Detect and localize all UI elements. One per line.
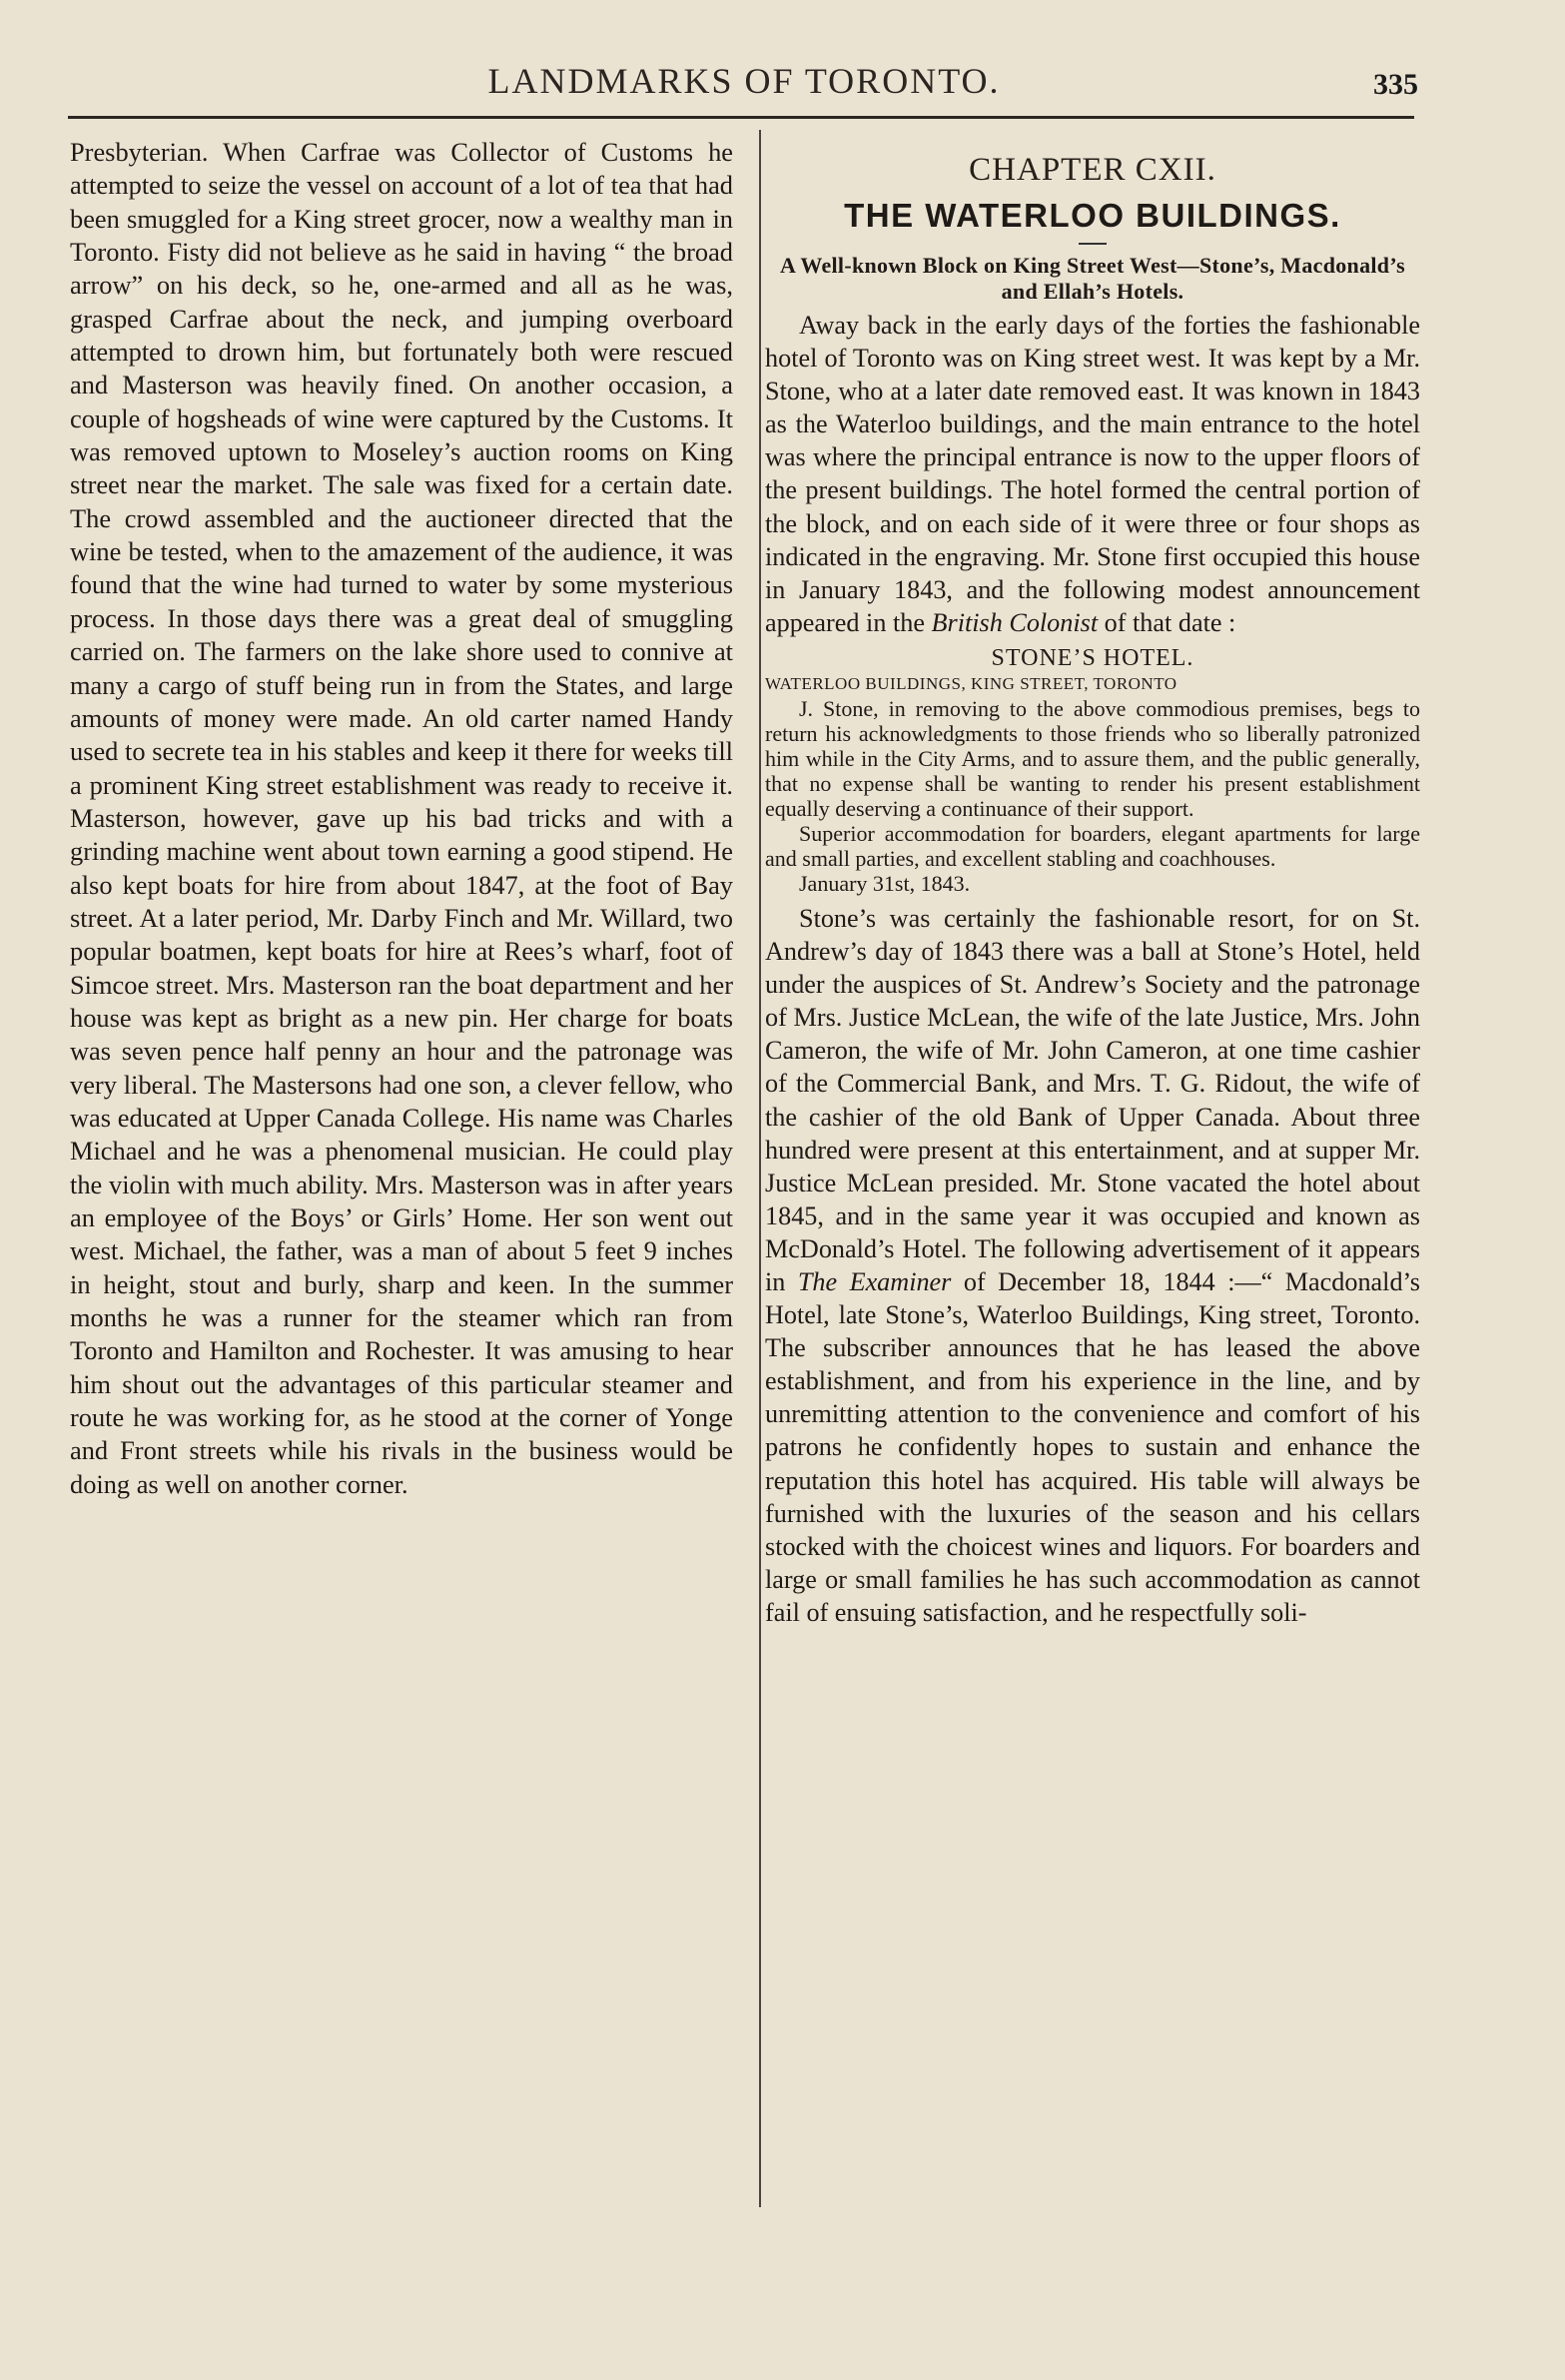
running-title: LANDMARKS OF TORONTO. (487, 61, 1001, 101)
paragraph-1-text-b: of that date : (1098, 607, 1236, 637)
advertisement-paragraph-2: Superior accommodation for boarders, elegant apartments for large and small parties, and excellent stabling and coachhouses. (765, 820, 1420, 871)
right-column (765, 136, 1420, 1629)
newspaper-title-examiner: The Examiner (797, 1266, 952, 1296)
chapter-number: CHAPTER CXII. (969, 152, 1216, 188)
newspaper-title-british-colonist: British Colonist (931, 607, 1099, 637)
advertisement-date: January 31st, 1843. (799, 870, 971, 896)
page-number: 335 (1373, 68, 1418, 101)
paragraph-2-text-b: of December 18, 1844 :—“ Macdonald’s Hotel, late Stone’s, Waterloo Buildings, King street, Toronto. The subscriber announces that he has leased the above establishment, and from his experience in the line, and by unremitting attention to the convenience and comfort of his patrons he confidently hopes to sustain and enhance the reputation this hotel has acquired. His table will always be furnished with the luxuries of the season and his cellars stocked with the choicest wines and liquors. For boarders and large or small families he has such accommodation as cannot fail of ensuing satisfaction, and he respectfully soli- (765, 1266, 1421, 1627)
short-rule (1079, 243, 1107, 245)
chapter-subheading: A Well-known Block on King Street West—Stone’s, Macdonald’s and Ellah’s Hotels. (779, 253, 1406, 304)
page-header (70, 52, 1418, 112)
paragraph-1 (765, 309, 1420, 639)
paragraph-2 (765, 902, 1420, 1629)
header-rule (68, 116, 1414, 119)
chapter-title: THE WATERLOO BUILDINGS. (844, 197, 1341, 234)
advertisement-paragraph-1: J. Stone, in removing to the above commodious premises, begs to return his acknowledgments to those friends who so liberally patronized him while in the City Arms, and to assure them, and the public generally, that no expense shall be wanting to render his present establishment equally deserving a continuance of their support. (765, 695, 1420, 821)
left-column (70, 136, 733, 1501)
left-column-text: Presbyterian. When Carfrae was Collector of Customs he attempted to seize the vessel on account of a lot of tea that had been smuggled for a King street grocer, now a wealthy man in Toronto. Fisty did not believe as he said in having “ the broad arrow” on his deck, so he, one-armed and all as he was, grasped Carfrae about the neck, and jumping overboard attempted to drown him, but fortunately both were rescued and Masterson was heavily fined. On another occasion, a couple of hogsheads of wine were captured by the Customs. It was removed uptown to Moseley’s auction rooms on King street near the market. The sale was fixed for a certain date. The crowd assembled and the auctioneer directed that the wine be tested, when to the amazement of the audience, it was found that the wine had turned to water by some mysterious process. In those days there was a great deal of smuggling carried on. The farmers on the lake shore used to connive at many a cargo of stuff being run in from the States, and large amounts of money were made. An old carter named Handy used to secrete tea in his stables and keep it there for weeks till a prominent King street establishment was ready to receive it. Masterson, however, gave up his bad tricks and with a grinding machine went about town earning a good stipend. He also kept boats for hire from about 1847, at the foot of Bay street. At a later period, Mr. Darby Finch and Mr. Willard, two popular boatmen, kept boats for hire at Rees’s wharf, foot of Simcoe street. Mrs. Masterson ran the boat department and her house was kept as bright as a new pin. Her charge for boats was seven pence half penny an hour and the patronage was very liberal. The Mastersons had one son, a clever fellow, who was educated at Upper Canada College. His name was Charles Michael and he was a phenomenal musician. He could play the violin with much ability. Mrs. Masterson was in after years an employee of the Boys’ or Girls’ Home. Her son went out west. Michael, the father, was a man of about 5 feet 9 inches in height, stout and burly, sharp and keen. In the summer months he was a runner for the steamer which ran from Toronto and Hamilton and Rochester. It was amusing to hear him shout out the advantages of this particular steamer and route he was working for, as he stood at the corner of Yonge and Front streets while his rivals in the business would be doing as well on another corner. (70, 137, 733, 1499)
advertisement-address: WATERLOO BUILDINGS, KING STREET, TORONTO (765, 673, 1177, 693)
advertisement-title: STONE’S HOTEL. (991, 644, 1194, 671)
column-divider (759, 130, 761, 2207)
paragraph-1-text-a: Away back in the early days of the forties the fashionable hotel of Toronto was on King street west. It was kept by a Mr. Stone, who at a later date removed east. It was known in 1843 as the Waterloo buildings, and the main entrance to the hotel was where the principal entrance is now to the upper floors of the present buildings. The hotel formed the central portion of the block, and on each side of it were three or four shops as indicated in the engraving. Mr. Stone first occupied this house in January 1843, and the following modest announcement appeared in the (765, 311, 1420, 637)
paragraph-2-text-a: Stone’s was certainly the fashionable resort, for on St. Andrew’s day of 1843 there was a ball at Stone’s Hotel, held under the auspices of St. Andrew’s Society and the patronage of Mrs. Justice McLean, the wife of the late Justice, Mrs. John Cameron, the wife of Mr. John Cameron, at one time cashier of the Commercial Bank, and Mrs. T. G. Ridout, the wife of the cashier of the old Bank of Upper Canada. About three hundred were present at this entertainment, and at supper Mr. Justice McLean presided. Mr. Stone vacated the hotel about 1845, and in the same year it was occupied and known as McDonald’s Hotel. The following advertisement of it appears in (765, 903, 1420, 1296)
